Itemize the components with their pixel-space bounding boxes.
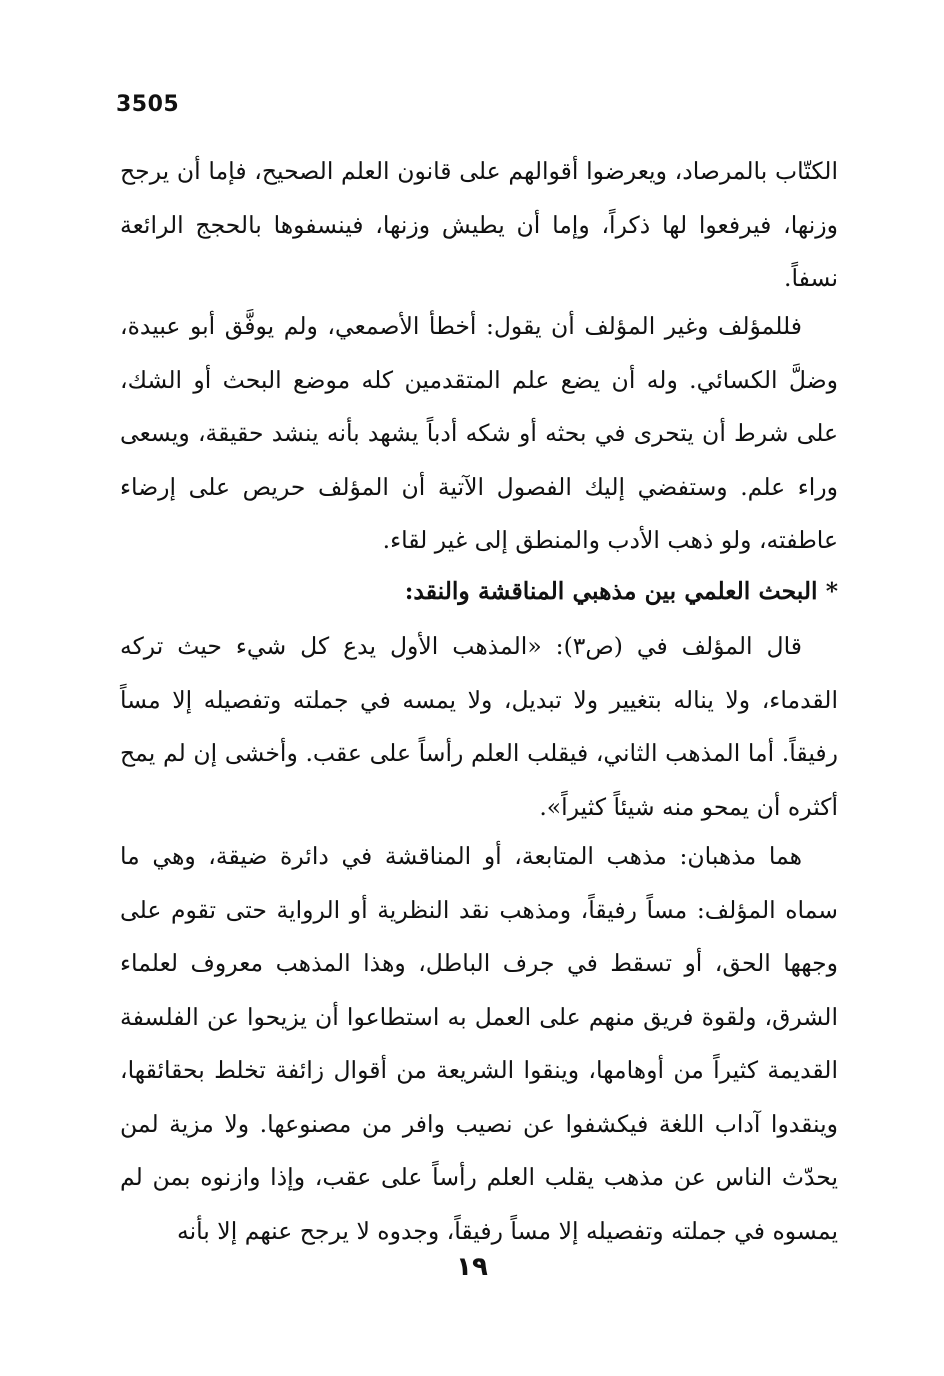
paragraph-2: [120, 300, 838, 568]
page-id-number: 3505: [116, 92, 180, 117]
paragraph-text: هما مذهبان: مذهب المتابعة، أو المناقشة في دائرة ضيقة، وهي ما سماه المؤلف: مساً رفيقاً، ومذهب نقد النظرية أو الرواية حتى تقوم على وجهها الحق، أو تسقط في جرف الباطل، وهذا المذهب معروف لعلماء الشرق، ولقوة فريق منهم على العمل به استطاعوا أن يزيحوا عن الفلسفة القديمة كثيراً من أوهامها، وينقوا الشريعة من أقوال زائفة تخلط بحقائقها، وينقدوا آداب اللغة فيكشفوا عن نصيب وافر من مصنوعها. ولا مزية لمن يحدّث الناس عن مذهب يقلب العلم رأساً على عقب، وإذا وازنوه بمن لم يمسوه في جملته وتفصيله إلا مساً رفيقاً، وجدوه لا يرجح عنهم إلا بأنه: [120, 842, 839, 1245]
paragraph-text: فللمؤلف وغير المؤلف أن يقول: أخطأ الأصمعي، ولم يوفَّق أبو عبيدة، وضلَّ الكسائي. وله أن يضع علم المتقدمين كله موضع البحث أو الشك، على شرط أن يتحرى في بحثه أو شكه أدباً يشهد بأنه ينشد حقيقة، ويسعى وراء علم. وستفضي إليك الفصول الآتية أن المؤلف حريص على إرضاء عاطفته، ولو ذهب الأدب والمنطق إلى غير لقاء.: [120, 312, 838, 554]
paragraph-text: قال المؤلف في (ص٣): «المذهب الأول يدع كل شيء حيث تركه القدماء، ولا يناله بتغيير ولا تبديل، ولا يمسه في جملته وتفصيله إلا مساً رفيقاً. أما المذهب الثاني، فيقلب العلم رأساً على عقب. وأخشى إن لم يمح أكثره أن يمحو منه شيئاً كثيراً».: [120, 632, 838, 821]
paragraph-text: الكتّاب بالمرصاد، ويعرضوا أقوالهم على قانون العلم الصحيح، فإما أن يرجح وزنها، فيرفعوا لها ذكراً، وإما أن يطيش وزنها، فينسفوها بالحجج الرائعة نسفاً.: [120, 157, 838, 292]
section-heading: * البحث العلمي بين مذهبي المناقشة والنقد:: [404, 577, 838, 605]
page-number: ١٩: [456, 1252, 488, 1282]
paragraph-4: [120, 830, 838, 1258]
section-heading-block: [120, 565, 838, 619]
paragraph-3: [120, 620, 838, 834]
paragraph-1: [120, 145, 838, 306]
